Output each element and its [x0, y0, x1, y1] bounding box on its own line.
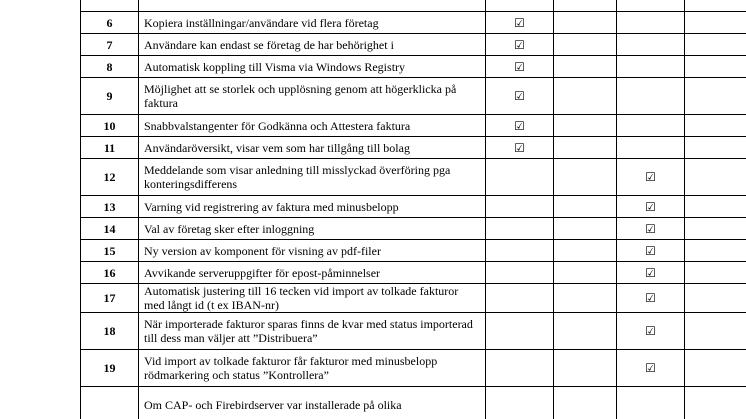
empty-cell [685, 159, 746, 196]
check-icon [617, 12, 685, 34]
row-description [139, 0, 486, 12]
row-number: 9 [81, 78, 139, 115]
empty-cell [554, 240, 617, 262]
row-description: Ny version av komponent för visning av pdf-filer [139, 240, 486, 262]
table-row [81, 262, 746, 284]
table-row [81, 56, 746, 78]
row-number: 8 [81, 56, 139, 78]
table-row [81, 284, 746, 313]
check-icon [486, 284, 554, 313]
check-icon: ☑ [617, 313, 685, 350]
row-number: 10 [81, 115, 139, 137]
row-description: Om CAP- och Firebirdserver var installerade på olika [139, 387, 486, 419]
row-number: 11 [81, 137, 139, 159]
check-icon [486, 218, 554, 240]
table-row [81, 387, 746, 419]
row-number: 6 [81, 12, 139, 34]
check-icon [486, 350, 554, 387]
check-icon [486, 159, 554, 196]
row-number: 17 [81, 284, 139, 313]
empty-cell [554, 115, 617, 137]
check-icon: ☑ [617, 159, 685, 196]
check-icon [486, 240, 554, 262]
empty-cell [554, 159, 617, 196]
table-row [81, 34, 746, 56]
empty-cell [554, 196, 617, 218]
row-description: Snabbvalstangenter för Godkänna och Attestera faktura [139, 115, 486, 137]
check-icon [617, 387, 685, 419]
empty-cell [554, 12, 617, 34]
check-icon [486, 313, 554, 350]
table-row [81, 350, 746, 387]
row-number [81, 0, 139, 12]
row-description: Kopiera inställningar/användare vid flera företag [139, 12, 486, 34]
empty-cell [554, 78, 617, 115]
table-row [81, 313, 746, 350]
check-icon: ☑ [486, 137, 554, 159]
empty-cell [685, 137, 746, 159]
row-number: 14 [81, 218, 139, 240]
table-row [81, 196, 746, 218]
empty-cell [685, 115, 746, 137]
check-icon [617, 137, 685, 159]
empty-cell [685, 313, 746, 350]
check-icon: ☑ [486, 56, 554, 78]
empty-cell [554, 350, 617, 387]
row-description: Val av företag sker efter inloggning [139, 218, 486, 240]
empty-cell [554, 387, 617, 419]
table-row [81, 12, 746, 34]
row-description: Varning vid registrering av faktura med minusbelopp [139, 196, 486, 218]
row-number: 13 [81, 196, 139, 218]
check-icon [617, 56, 685, 78]
check-icon [617, 78, 685, 115]
empty-cell [685, 0, 746, 12]
empty-cell [554, 313, 617, 350]
empty-cell [685, 34, 746, 56]
row-number: 19 [81, 350, 139, 387]
feature-table [80, 0, 746, 419]
row-number [81, 387, 139, 419]
table-row [81, 115, 746, 137]
empty-cell [685, 240, 746, 262]
empty-cell [554, 56, 617, 78]
table-row [81, 218, 746, 240]
row-description: När importerade fakturor sparas finns de kvar med status importerad till dess man väljer att ”Distribuera” [139, 313, 486, 350]
empty-cell [554, 137, 617, 159]
table-row [81, 240, 746, 262]
empty-cell [554, 34, 617, 56]
row-number: 12 [81, 159, 139, 196]
check-icon: ☑ [617, 284, 685, 313]
check-icon: ☑ [486, 78, 554, 115]
check-icon [617, 34, 685, 56]
check-icon [486, 262, 554, 284]
check-icon: ☑ [617, 196, 685, 218]
check-icon [486, 387, 554, 419]
table-row [81, 137, 746, 159]
check-icon [617, 0, 685, 12]
check-icon: ☑ [617, 218, 685, 240]
row-number: 15 [81, 240, 139, 262]
check-icon [486, 0, 554, 12]
row-description: Automatisk koppling till Visma via Windows Registry [139, 56, 486, 78]
check-icon: ☑ [486, 115, 554, 137]
empty-cell [685, 218, 746, 240]
empty-cell [685, 387, 746, 419]
empty-cell [685, 284, 746, 313]
check-icon: ☑ [617, 262, 685, 284]
row-description: Automatisk justering till 16 tecken vid import av tolkade fakturor med långt id (t ex IBAN-nr) [139, 284, 486, 313]
row-description: Användare kan endast se företag de har behörighet i [139, 34, 486, 56]
table-row [81, 0, 746, 12]
table-row [81, 159, 746, 196]
empty-cell [685, 350, 746, 387]
empty-cell [685, 56, 746, 78]
row-description: Vid import av tolkade fakturor får fakturor med minusbelopp rödmarkering och status ”Kontrollera” [139, 350, 486, 387]
row-number: 7 [81, 34, 139, 56]
empty-cell [685, 78, 746, 115]
empty-cell [554, 262, 617, 284]
check-icon: ☑ [617, 350, 685, 387]
check-icon: ☑ [486, 12, 554, 34]
check-icon: ☑ [617, 240, 685, 262]
empty-cell [554, 218, 617, 240]
empty-cell [685, 12, 746, 34]
row-description: Möjlighet att se storlek och upplösning genom att högerklicka på faktura [139, 78, 486, 115]
empty-cell [554, 0, 617, 12]
row-description: Avvikande serveruppgifter för epost-påminnelser [139, 262, 486, 284]
check-icon: ☑ [486, 34, 554, 56]
row-description: Användaröversikt, visar vem som har tillgång till bolag [139, 137, 486, 159]
table-row [81, 78, 746, 115]
check-icon [486, 196, 554, 218]
empty-cell [685, 196, 746, 218]
empty-cell [554, 284, 617, 313]
row-number: 18 [81, 313, 139, 350]
empty-cell [685, 262, 746, 284]
row-number: 16 [81, 262, 139, 284]
row-description: Meddelande som visar anledning till misslyckad överföring pga konteringsdifferens [139, 159, 486, 196]
check-icon [617, 115, 685, 137]
